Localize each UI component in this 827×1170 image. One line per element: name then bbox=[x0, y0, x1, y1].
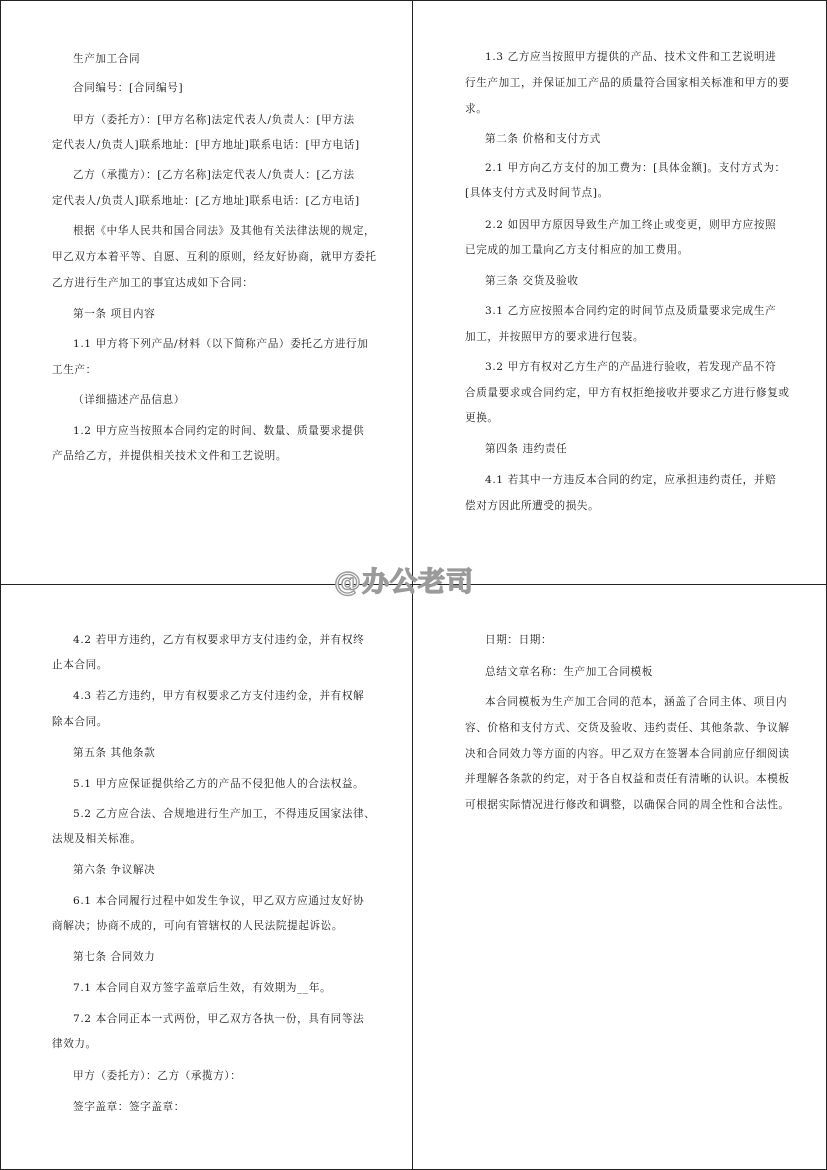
article-6-heading: 第六条 争议解决 bbox=[73, 864, 156, 876]
party-a-line-1: 甲方（委托方）：[甲方名称]法定代表人/负责人：[甲方法 bbox=[73, 114, 355, 126]
clause-4-1-line-1: 4.1 若其中一方违反本合同的约定，应承担违约责任，并赔 bbox=[485, 474, 777, 486]
clause-3-1-line-2: 加工，并按照甲方的要求进行包装。 bbox=[465, 331, 645, 343]
clause-2-1-line-2: [具体支付方式及时间节点]。 bbox=[465, 187, 609, 199]
clause-1-3-line-3: 求。 bbox=[465, 103, 488, 115]
frame-left bbox=[0, 0, 1, 1170]
summary-line-4: 并理解各条款的约定，对于各自权益和责任有清晰的认识。本模板 bbox=[465, 773, 790, 785]
page-4 bbox=[413, 585, 827, 1170]
clause-1-1-line-1: 1.1 甲方将下列产品/材料（以下简称产品）委托乙方进行加 bbox=[73, 338, 369, 350]
clause-7-2-line-1: 7.2 本合同正本一式两份，甲乙双方各执一份，具有同等法 bbox=[73, 1013, 365, 1025]
clause-4-1-line-2: 偿对方因此所遭受的损失。 bbox=[465, 500, 600, 512]
clause-7-2-line-2: 律效力。 bbox=[52, 1038, 97, 1050]
article-4-heading: 第四条 违约责任 bbox=[485, 443, 568, 455]
party-a-line-2: 定代表人/负责人]联系地址：[甲方地址]联系电话：[甲方电话] bbox=[52, 139, 360, 151]
signature-date: 日期：日期： bbox=[485, 634, 553, 646]
page-1 bbox=[0, 0, 413, 585]
clause-6-1-line-2: 商解决；协商不成的，可向有管辖权的人民法院提起诉讼。 bbox=[52, 920, 344, 932]
preamble-line-3: 乙方进行生产加工的事宜达成如下合同： bbox=[52, 277, 254, 289]
article-3-heading: 第三条 交货及验收 bbox=[485, 275, 579, 287]
summary-line-3: 决和合同效力等方面的内容。甲乙双方在签署本合同前应仔细阅读 bbox=[465, 748, 790, 760]
contract-number: 合同编号：[合同编号] bbox=[73, 82, 184, 94]
summary-line-1: 本合同模板为生产加工合同的范本，涵盖了合同主体、项目内 bbox=[485, 696, 788, 708]
summary-title: 总结文章名称：生产加工合同模板 bbox=[485, 666, 653, 678]
signature-parties: 甲方（委托方）：乙方（承揽方）： bbox=[73, 1070, 242, 1082]
page-2 bbox=[413, 0, 827, 585]
clause-4-2-line-1: 4.2 若甲方违约，乙方有权要求甲方支付违约金，并有权终 bbox=[73, 634, 365, 646]
clause-1-3-line-1: 1.3 乙方应当按照甲方提供的产品、技术文件和工艺说明进 bbox=[485, 51, 777, 63]
clause-4-2-line-2: 止本合同。 bbox=[52, 659, 108, 671]
clause-3-2-line-1: 3.2 甲方有权对乙方生产的产品进行验收，若发现产品不符 bbox=[485, 361, 777, 373]
summary-line-5: 可根据实际情况进行修改和调整，以确保合同的周全性和合法性。 bbox=[465, 799, 790, 811]
article-5-heading: 第五条 其他条款 bbox=[73, 747, 156, 759]
article-7-heading: 第七条 合同效力 bbox=[73, 951, 156, 963]
party-b-line-1: 乙方（承揽方）：[乙方名称]法定代表人/负责人：[乙方法 bbox=[73, 169, 355, 181]
clause-5-1: 5.1 甲方应保证提供给乙方的产品不侵犯他人的合法权益。 bbox=[73, 778, 365, 790]
clause-5-2-line-1: 5.2 乙方应合法、合规地进行生产加工，不得违反国家法律、 bbox=[73, 808, 376, 820]
article-2-heading: 第二条 价格和支付方式 bbox=[485, 133, 601, 145]
frame-top bbox=[0, 0, 827, 1]
clause-4-3-line-2: 除本合同。 bbox=[52, 716, 108, 728]
clause-2-1-line-1: 2.1 甲方向乙方支付的加工费为：[具体金额]。支付方式为： bbox=[485, 162, 786, 174]
page-3 bbox=[0, 585, 413, 1170]
clause-2-2-line-1: 2.2 如因甲方原因导致生产加工终止或变更，则甲方应按照 bbox=[485, 219, 777, 231]
summary-line-2: 容、价格和支付方式、交货及验收、违约责任、其他条款、争议解 bbox=[465, 722, 790, 734]
clause-3-2-line-2: 合质量要求或合同约定，甲方有权拒绝接收并要求乙方进行修复或 bbox=[465, 387, 790, 399]
party-b-line-2: 定代表人/负责人]联系地址：[乙方地址]联系电话：[乙方电话] bbox=[52, 195, 360, 207]
preamble-line-2: 甲乙双方本着平等、自愿、互利的原则，经友好协商，就甲方委托 bbox=[52, 251, 377, 263]
clause-7-1: 7.1 本合同自双方签字盖章后生效，有效期为__年。 bbox=[73, 982, 332, 994]
clause-4-3-line-1: 4.3 若乙方违约，甲方有权要求乙方支付违约金，并有权解 bbox=[73, 690, 365, 702]
clause-6-1-line-1: 6.1 本合同履行过程中如发生争议，甲乙双方应通过友好协 bbox=[73, 895, 365, 907]
watermark: @办公老司 bbox=[334, 567, 474, 598]
doc-title: 生产加工合同 bbox=[73, 53, 141, 65]
clause-1-1-line-2: 工生产： bbox=[52, 364, 97, 376]
article-1-heading: 第一条 项目内容 bbox=[73, 308, 156, 320]
signature-seal: 签字盖章：签字盖章： bbox=[73, 1101, 185, 1113]
clause-1-2-line-2: 产品给乙方，并提供相关技术文件和工艺说明。 bbox=[52, 450, 288, 462]
clause-2-2-line-2: 已完成的加工量向乙方支付相应的加工费用。 bbox=[465, 244, 689, 256]
clause-1-2-line-1: 1.2 甲方应当按照本合同约定的时间、数量、质量要求提供 bbox=[73, 425, 365, 437]
clause-1-3-line-2: 行生产加工，并保证加工产品的质量符合国家相关标准和甲方的要 bbox=[465, 77, 790, 89]
clause-3-2-line-3: 更换。 bbox=[465, 412, 499, 424]
clause-5-2-line-2: 法规及相关标准。 bbox=[52, 833, 142, 845]
clause-3-1-line-1: 3.1 乙方应按照本合同约定的时间节点及质量要求完成生产 bbox=[485, 305, 777, 317]
product-info-placeholder: （详细描述产品信息） bbox=[73, 394, 185, 406]
preamble-line-1: 根据《中华人民共和国合同法》及其他有关法律法规的规定， bbox=[73, 225, 376, 237]
